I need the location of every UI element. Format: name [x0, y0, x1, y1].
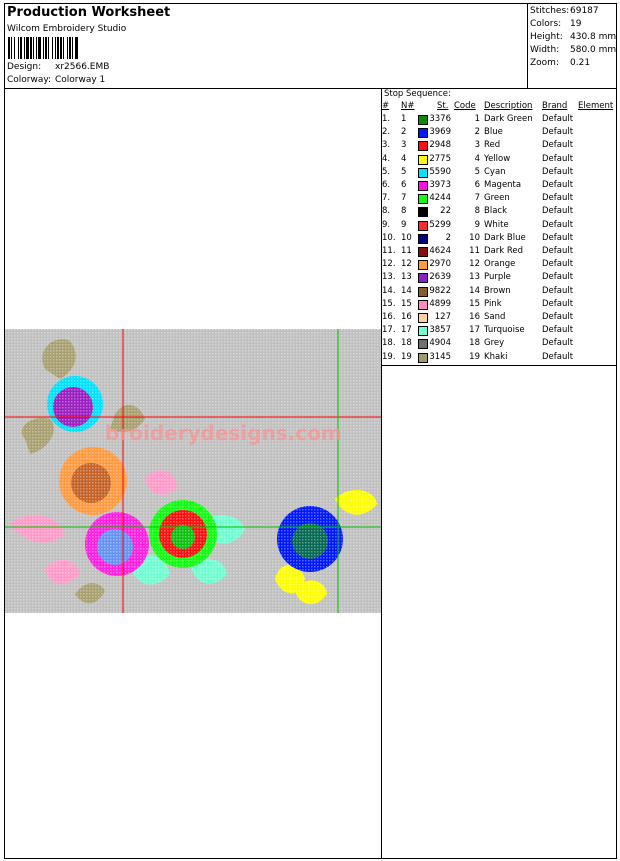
stat-value: 430.8 mm: [570, 32, 617, 42]
row-index: 5.: [382, 166, 391, 177]
color-swatch: [418, 181, 428, 191]
row-brand: Default: [542, 351, 574, 362]
row-index: 3.: [382, 140, 391, 151]
row-brand: Default: [542, 246, 574, 256]
row-description: Sand: [484, 312, 506, 322]
page-title: Production Worksheet: [7, 5, 171, 20]
row-index: 19.: [382, 351, 396, 362]
col-header-num: #: [382, 101, 390, 111]
stat-label: Stitches:: [530, 6, 570, 16]
row-needle: 12: [401, 259, 412, 270]
color-swatch: [418, 168, 428, 178]
stat-stitches: [530, 5, 599, 17]
row-code: 2: [474, 127, 480, 138]
row-code: 18: [469, 338, 480, 349]
color-swatch: [418, 326, 428, 336]
color-swatch: [418, 300, 428, 310]
row-index: 17.: [382, 325, 396, 336]
row-index: 2.: [382, 127, 391, 138]
row-brand: Default: [542, 206, 574, 217]
color-swatch: [418, 207, 428, 217]
col-header-description: Description: [484, 101, 533, 111]
row-index: 12.: [382, 259, 396, 270]
row-description: Dark Green: [484, 114, 533, 124]
row-brand: Default: [542, 140, 574, 151]
row-stitches: 5590: [429, 166, 451, 177]
row-needle: 4: [401, 153, 407, 164]
row-code: 3: [474, 140, 480, 151]
row-needle: 18: [401, 338, 412, 349]
design-info: [7, 62, 109, 72]
row-description: Orange: [484, 259, 516, 270]
row-index: 6.: [382, 180, 391, 190]
row-stitches: 9822: [429, 285, 451, 296]
row-code: 13: [469, 272, 480, 283]
col-header-st: St.: [437, 101, 449, 111]
barcode-icon: [8, 37, 132, 59]
row-needle: 19: [401, 351, 412, 362]
stat-value: 0.21: [570, 58, 591, 68]
row-stitches: 3376: [429, 114, 451, 124]
row-stitches: 3145: [429, 351, 451, 362]
row-index: 13.: [382, 272, 396, 283]
watermark: broiderydesigns.com: [105, 421, 342, 445]
row-description: Pink: [484, 298, 502, 309]
row-description: Cyan: [484, 166, 506, 177]
design-value: xr2566.EMB: [55, 62, 110, 72]
stat-label: Width:: [530, 45, 560, 55]
row-description: Grey: [484, 338, 505, 349]
row-description: Dark Red: [484, 246, 524, 256]
row-stitches: 2970: [429, 259, 451, 270]
design-preview-pane: [5, 89, 382, 858]
row-brand: Default: [542, 114, 574, 124]
color-swatch: [418, 247, 428, 257]
row-brand: Default: [542, 232, 574, 243]
row-code: 12: [469, 259, 480, 270]
row-index: 4.: [382, 153, 391, 164]
row-code: 8: [474, 206, 480, 217]
row-brand: Default: [542, 298, 574, 309]
row-brand: Default: [542, 219, 574, 230]
color-swatch: [418, 141, 428, 151]
col-header-code: Code: [454, 101, 476, 111]
color-swatch: [418, 260, 428, 270]
color-swatch: [418, 313, 428, 323]
stat-value: 69187: [570, 6, 599, 16]
row-description: Black: [484, 206, 507, 217]
row-brand: Default: [542, 272, 574, 283]
row-stitches: 3969: [429, 127, 451, 138]
col-header-nnum: N#: [401, 101, 415, 111]
row-needle: 8: [401, 206, 407, 217]
row-code: 11: [469, 246, 480, 256]
col-header-brand: Brand: [542, 101, 568, 111]
row-description: Magenta: [484, 180, 522, 190]
row-code: 10: [469, 232, 480, 243]
row-brand: Default: [542, 153, 574, 164]
row-index: 16.: [382, 312, 396, 322]
row-description: Red: [484, 140, 501, 151]
color-swatch: [418, 234, 428, 244]
color-swatch: [418, 339, 428, 349]
row-needle: 11: [401, 246, 412, 256]
row-stitches: 4904: [429, 338, 451, 349]
row-needle: 10: [401, 232, 412, 243]
row-brand: Default: [542, 127, 574, 138]
row-code: 7: [474, 193, 480, 204]
software-name: Wilcom Embroidery Studio: [7, 24, 127, 34]
row-index: 10.: [382, 232, 396, 243]
stat-value: 19: [570, 19, 582, 29]
row-needle: 7: [401, 193, 407, 204]
color-swatch: [418, 115, 428, 125]
row-index: 18.: [382, 338, 396, 349]
color-swatch: [418, 128, 428, 138]
row-stitches: 2639: [429, 272, 451, 283]
row-needle: 1: [401, 114, 407, 124]
design-label: Design:: [7, 62, 42, 72]
color-swatch: [418, 287, 428, 297]
row-brand: Default: [542, 312, 574, 322]
row-stitches: 4899: [429, 298, 451, 309]
row-code: 1: [474, 114, 480, 124]
stat-width: [530, 44, 616, 56]
stat-colors: [530, 18, 581, 30]
row-description: Turquoise: [484, 325, 525, 336]
row-description: White: [484, 219, 509, 230]
row-index: 7.: [382, 193, 391, 204]
row-code: 6: [474, 180, 480, 190]
embroidery-preview-image: [5, 329, 381, 613]
row-code: 19: [469, 351, 480, 362]
row-stitches: 22: [440, 206, 451, 217]
row-needle: 3: [401, 140, 407, 151]
stat-label: Zoom:: [530, 58, 559, 68]
row-brand: Default: [542, 338, 574, 349]
row-needle: 13: [401, 272, 412, 283]
row-needle: 5: [401, 166, 407, 177]
row-description: Purple: [484, 272, 511, 283]
row-code: 16: [469, 312, 480, 322]
color-swatch: [418, 155, 428, 165]
row-description: Yellow: [484, 153, 511, 164]
row-stitches: 4244: [429, 193, 451, 204]
row-index: 11.: [382, 246, 396, 256]
row-code: 17: [469, 325, 480, 336]
row-brand: Default: [542, 285, 574, 296]
row-stitches: 127: [434, 312, 451, 322]
row-code: 5: [474, 166, 480, 177]
row-brand: Default: [542, 193, 574, 204]
row-index: 1.: [382, 114, 391, 124]
row-needle: 17: [401, 325, 412, 336]
design-preview: [5, 329, 381, 613]
row-stitches: 3973: [429, 180, 451, 190]
worksheet-header: [5, 4, 616, 89]
row-code: 4: [474, 153, 480, 164]
row-description: Khaki: [484, 351, 508, 362]
row-stitches: 3857: [429, 325, 451, 336]
colorway-value: Colorway 1: [55, 75, 106, 85]
row-stitches: 2775: [429, 153, 451, 164]
stop-sequence-panel: [382, 89, 616, 366]
row-brand: Default: [542, 180, 574, 190]
row-stitches: 4624: [429, 246, 451, 256]
row-code: 15: [469, 298, 480, 309]
color-swatch: [418, 353, 428, 363]
worksheet: [4, 3, 617, 859]
row-index: 14.: [382, 285, 396, 296]
row-code: 14: [469, 285, 480, 296]
row-needle: 2: [401, 127, 407, 138]
stat-value: 580.0 mm: [570, 45, 617, 55]
row-description: Green: [484, 193, 510, 204]
row-description: Brown: [484, 285, 511, 296]
colorway-info: [7, 75, 105, 85]
stat-height: [530, 31, 616, 43]
row-index: 15.: [382, 298, 396, 309]
row-index: 9.: [382, 219, 391, 230]
row-brand: Default: [542, 259, 574, 270]
stat-label: Height:: [530, 32, 563, 42]
stat-zoom: [530, 57, 590, 69]
row-needle: 9: [401, 219, 407, 230]
colorway-label: Colorway:: [7, 75, 52, 85]
row-stitches: 5299: [429, 219, 451, 230]
row-brand: Default: [542, 325, 574, 336]
design-stats: [527, 4, 617, 88]
row-needle: 6: [401, 180, 407, 190]
row-description: Blue: [484, 127, 503, 138]
stop-sequence-title: Stop Sequence:: [384, 89, 451, 99]
row-code: 9: [474, 219, 480, 230]
row-stitches: 2948: [429, 140, 451, 151]
row-needle: 14: [401, 285, 412, 296]
color-swatch: [418, 221, 428, 231]
color-swatch: [418, 194, 428, 204]
row-description: Dark Blue: [484, 232, 526, 243]
row-needle: 15: [401, 298, 412, 309]
row-index: 8.: [382, 206, 391, 217]
color-swatch: [418, 273, 428, 283]
stat-label: Colors:: [530, 19, 562, 29]
row-brand: Default: [542, 166, 574, 177]
col-header-element: Element: [578, 101, 614, 111]
row-needle: 16: [401, 312, 412, 322]
row-stitches: 2: [445, 232, 451, 243]
